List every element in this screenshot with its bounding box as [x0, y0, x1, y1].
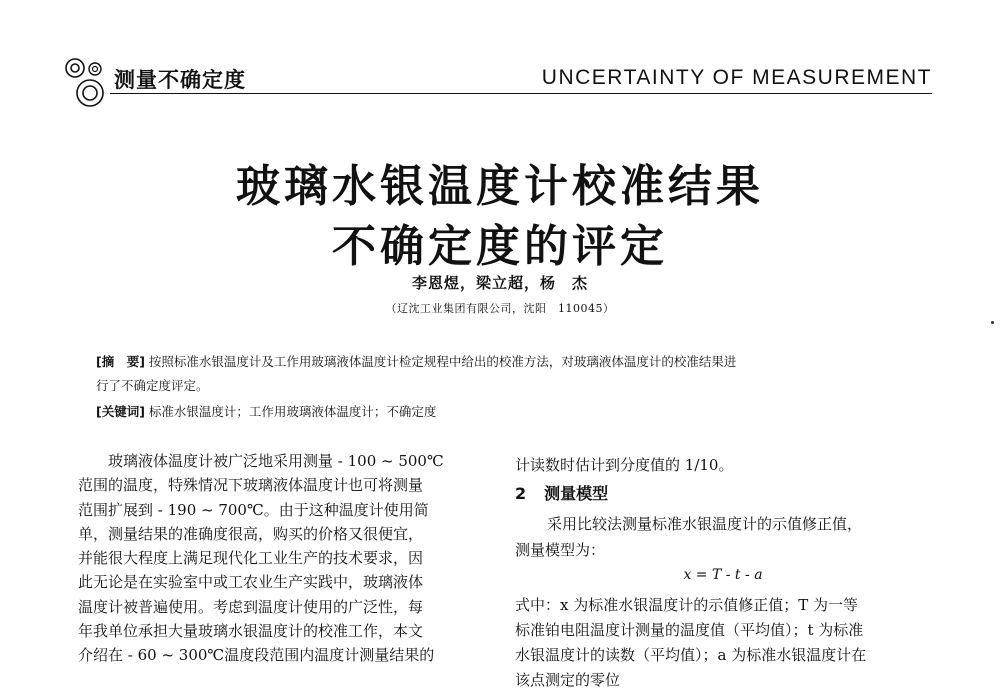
right-column-line: 水银温度计的读数（平均值）；a 为标准水银温度计在: [515, 646, 867, 664]
authors: 李恩煜，梁立超，杨 杰: [411, 274, 588, 292]
measurement-model-formula: x = T - t - a: [683, 567, 763, 583]
right-column-line: 该点测定的零位: [515, 671, 621, 689]
left-column-line: 单，测量结果的准确度很高，购买的价格又很便宜，: [78, 524, 424, 543]
right-column-line: 标准铂电阻温度计测量的温度值（平均值）；t 为标准: [515, 621, 864, 639]
left-column-line: 温度计被普遍使用。考虑到温度计使用的广泛性，每: [78, 597, 424, 616]
scan-artifact-dot: [991, 321, 994, 324]
left-column-line: 此无论是在实验室中或工农业生产实践中，玻璃液体: [78, 573, 424, 592]
left-column-line: 玻璃液体温度计被广泛地采用测量 - 100 ~ 500℃: [78, 452, 444, 470]
keywords-label: [关键词]: [96, 404, 145, 419]
left-column-line: 并能很大程度上满足现代化工业生产的技术要求，因: [78, 549, 424, 568]
left-column-line: 范围扩展到 - 190 ~ 700℃。由于这种温度计使用简: [78, 500, 429, 519]
section-heading: [515, 481, 608, 504]
paper-title-line-1: 玻璃水银温度计校准结果: [236, 161, 764, 212]
right-column-line: 测量模型为：: [515, 541, 606, 559]
left-column-line: 范围的温度，特殊情况下玻璃液体温度计也可将测量: [78, 476, 424, 495]
section-title-english: UNCERTAINTY OF MEASUREMENT: [541, 66, 932, 89]
keywords-text: 标准水银温度计；工作用玻璃液体温度计；不确定度: [148, 404, 437, 419]
keywords-line: [96, 402, 436, 420]
affiliation: （辽沈工业集团有限公司，沈阳 110045）: [385, 302, 615, 315]
right-column-line: 采用比较法测量标准水银温度计的示值修正值，: [547, 515, 863, 533]
right-column-line: 式中：x 为标准水银温度计的示值修正值；T 为一等: [515, 596, 859, 614]
left-column-line: 年我单位承担大量玻璃水银温度计的校准工作，本文: [78, 622, 424, 641]
section-heading-text: 测量模型: [544, 484, 609, 503]
abstract-label: [摘 要]: [96, 354, 145, 369]
header-rule: [110, 93, 932, 94]
abstract-line-1: [96, 352, 736, 370]
paper-title-line-2: 不确定度的评定: [332, 221, 668, 272]
section-title: 测量不确定度: [114, 68, 246, 92]
right-column-top-line: 计读数时估计到分度值的 1/10。: [515, 456, 734, 474]
left-column-line: 介绍在 - 60 ~ 300℃温度段范围内温度计测量结果的: [78, 646, 435, 665]
section-number: 2: [515, 484, 527, 503]
abstract-text-1: 按照标准水银温度计及工作用玻璃液体温度计检定规程中给出的校准方法，对玻璃液体温度计的校准结果进: [148, 354, 737, 369]
abstract-line-2: 行了不确定度评定。: [96, 378, 209, 393]
journal-logo-icon: [62, 56, 118, 108]
left-column: [78, 449, 482, 668]
